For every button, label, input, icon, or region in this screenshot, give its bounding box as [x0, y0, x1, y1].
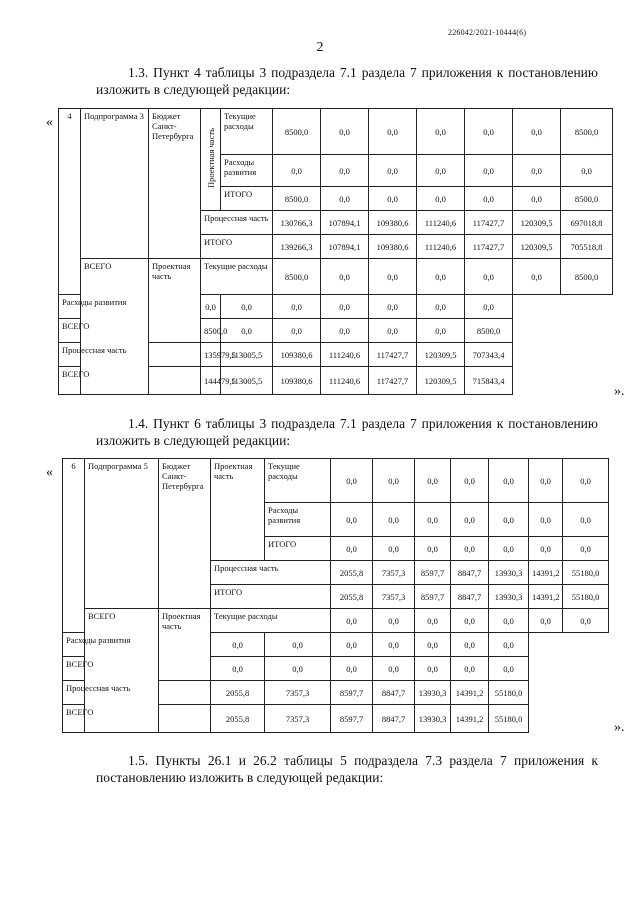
value-cell: 14391,2 [451, 705, 489, 733]
document-number: 226042/2021-10444(6) [448, 28, 527, 37]
project-part-label: Проектная часть [201, 109, 221, 211]
value-cell: 2055,8 [331, 561, 373, 585]
value-cell: 0,0 [373, 537, 415, 561]
value-cell: 0,0 [321, 319, 369, 343]
value-cell: 0,0 [489, 609, 529, 633]
value-cell: 55180,0 [563, 561, 609, 585]
value-cell: 8597,7 [331, 681, 373, 705]
value-cell: 0,0 [221, 295, 273, 319]
value-cell: 14391,2 [529, 561, 563, 585]
value-cell: 705518,8 [561, 235, 613, 259]
value-cell: 0,0 [201, 295, 221, 319]
value-cell: 0,0 [321, 187, 369, 211]
value-cell: 8847,7 [373, 681, 415, 705]
value-cell: 0,0 [417, 319, 465, 343]
value-cell: 135979,5 [201, 343, 221, 367]
value-cell: 8500,0 [561, 109, 613, 155]
value-cell: 697018,8 [561, 211, 613, 235]
value-cell: 113005,5 [221, 343, 273, 367]
budget-name: Бюджет Санкт-Петербурга [149, 109, 201, 259]
value-cell: 14391,2 [451, 681, 489, 705]
value-cell: 130766,3 [273, 211, 321, 235]
value-cell: 8847,7 [373, 705, 415, 733]
value-cell: 13930,3 [415, 681, 451, 705]
row-label: Процессная часть [211, 561, 331, 585]
value-cell: 0,0 [417, 109, 465, 155]
value-cell: 0,0 [415, 537, 451, 561]
table-item-4 [58, 108, 613, 395]
value-cell: 2055,8 [211, 681, 265, 705]
value-cell: 8500,0 [465, 319, 513, 343]
value-cell: 0,0 [451, 459, 489, 503]
value-cell: 7357,3 [373, 585, 415, 609]
value-cell: 13930,3 [489, 585, 529, 609]
value-cell: 0,0 [265, 657, 331, 681]
value-cell: 7357,3 [265, 681, 331, 705]
value-cell: 2055,8 [211, 705, 265, 733]
budget-name: Бюджет Санкт-Петербурга [159, 459, 211, 609]
value-cell: 0,0 [489, 537, 529, 561]
total-label: ВСЕГО [81, 259, 149, 395]
project-part-label: Проектная часть [211, 459, 265, 561]
value-cell: 2055,8 [331, 585, 373, 609]
value-cell: 14391,2 [529, 585, 563, 609]
value-cell: 0,0 [273, 319, 321, 343]
value-cell: 111240,6 [417, 211, 465, 235]
value-cell: 0,0 [273, 155, 321, 187]
value-cell: 113005,5 [221, 367, 273, 395]
value-cell: 109380,6 [369, 211, 417, 235]
value-cell: 0,0 [529, 609, 563, 633]
value-cell: 8500,0 [201, 319, 221, 343]
value-cell: 0,0 [415, 503, 451, 537]
value-cell: 0,0 [417, 295, 465, 319]
value-cell: 0,0 [321, 259, 369, 295]
value-cell: 0,0 [369, 109, 417, 155]
row-label: Расходы развития [221, 155, 273, 187]
value-cell: 13930,3 [489, 561, 529, 585]
value-cell: 0,0 [417, 155, 465, 187]
value-cell: 8847,7 [451, 585, 489, 609]
value-cell: 0,0 [465, 155, 513, 187]
value-cell: 0,0 [373, 609, 415, 633]
value-cell: 0,0 [563, 503, 609, 537]
value-cell: 0,0 [529, 459, 563, 503]
row-label: Текущие расходы [201, 259, 273, 295]
program-name: Подпрограмма 5 [85, 459, 159, 609]
value-cell: 117427,7 [369, 343, 417, 367]
value-cell: 0,0 [489, 657, 529, 681]
total-project-part: Проектная часть [159, 609, 211, 681]
row-number: 6 [63, 459, 85, 633]
value-cell: 8597,7 [331, 705, 373, 733]
row-label: ВСЕГО [63, 657, 159, 681]
value-cell: 0,0 [563, 459, 609, 503]
value-cell: 0,0 [415, 633, 451, 657]
row-label: Расходы развития [265, 503, 331, 537]
value-cell: 120309,5 [417, 367, 465, 395]
row-label: ИТОГО [265, 537, 331, 561]
value-cell: 0,0 [331, 609, 373, 633]
value-cell: 0,0 [373, 459, 415, 503]
quote-open-2: « [46, 465, 53, 480]
row-label: Текущие расходы [265, 459, 331, 503]
value-cell: 0,0 [563, 537, 609, 561]
page-number: 2 [316, 40, 324, 55]
row-label: Расходы развития [59, 295, 149, 319]
value-cell: 55180,0 [563, 585, 609, 609]
value-cell: 0,0 [529, 537, 563, 561]
value-cell: 117427,7 [465, 235, 513, 259]
value-cell: 7357,3 [373, 561, 415, 585]
value-cell: 109380,6 [369, 235, 417, 259]
value-cell: 0,0 [465, 187, 513, 211]
value-cell: 0,0 [513, 259, 561, 295]
value-cell: 0,0 [415, 459, 451, 503]
value-cell: 0,0 [369, 187, 417, 211]
value-cell: 0,0 [373, 633, 415, 657]
row-label: Процессная часть [59, 343, 201, 367]
quote-close-1: ». [614, 384, 625, 399]
value-cell: 0,0 [415, 657, 451, 681]
row-label: Текущие расходы [221, 109, 273, 155]
value-cell: 0,0 [451, 537, 489, 561]
value-cell: 0,0 [451, 657, 489, 681]
value-cell: 0,0 [221, 319, 273, 343]
value-cell: 8597,7 [415, 585, 451, 609]
value-cell: 0,0 [331, 459, 373, 503]
value-cell: 0,0 [417, 187, 465, 211]
paragraph-1-3: 1.3. Пункт 4 таблицы 3 подраздела 7.1 раздела 7 приложения к постановлению изложить в следующей редакции: [96, 65, 598, 97]
value-cell: 107894,1 [321, 211, 369, 235]
value-cell: 0,0 [513, 109, 561, 155]
value-cell: 0,0 [417, 259, 465, 295]
paragraph-1-5: 1.5. Пункты 26.1 и 26.2 таблицы 5 подраздела 7.3 раздела 7 приложения к постановлению изложить в следующей редакции: [96, 753, 598, 785]
value-cell: 8500,0 [561, 187, 613, 211]
value-cell: 0,0 [369, 259, 417, 295]
paragraph-1-4: 1.4. Пункт 6 таблицы 3 подраздела 7.1 раздела 7 приложения к постановлению изложить в следующей редакции: [96, 416, 598, 448]
value-cell: 0,0 [373, 657, 415, 681]
value-cell: 0,0 [561, 155, 613, 187]
value-cell: 8847,7 [451, 561, 489, 585]
value-cell: 0,0 [465, 109, 513, 155]
value-cell: 0,0 [489, 503, 529, 537]
value-cell: 0,0 [211, 633, 265, 657]
value-cell: 144479,5 [201, 367, 221, 395]
value-cell: 107894,1 [321, 235, 369, 259]
value-cell: 0,0 [451, 633, 489, 657]
row-label: ВСЕГО [63, 705, 211, 733]
value-cell: 55180,0 [489, 705, 529, 733]
value-cell: 0,0 [321, 295, 369, 319]
value-cell: 0,0 [321, 155, 369, 187]
value-cell: 0,0 [489, 633, 529, 657]
value-cell: 0,0 [451, 503, 489, 537]
value-cell: 0,0 [415, 609, 451, 633]
value-cell: 0,0 [529, 503, 563, 537]
value-cell: 8500,0 [273, 187, 321, 211]
value-cell: 120309,5 [513, 235, 561, 259]
value-cell: 0,0 [513, 187, 561, 211]
value-cell: 7357,3 [265, 705, 331, 733]
value-cell: 111240,6 [321, 367, 369, 395]
row-label: ИТОГО [201, 235, 273, 259]
program-name: Подпрограмма 3 [81, 109, 149, 259]
value-cell: 0,0 [331, 633, 373, 657]
row-label: ИТОГО [211, 585, 331, 609]
row-label: Расходы развития [63, 633, 159, 657]
value-cell: 109380,6 [273, 367, 321, 395]
value-cell: 0,0 [563, 609, 609, 633]
value-cell: 0,0 [369, 155, 417, 187]
row-label: Процессная часть [63, 681, 211, 705]
value-cell: 0,0 [373, 503, 415, 537]
value-cell: 0,0 [369, 319, 417, 343]
value-cell: 0,0 [451, 609, 489, 633]
value-cell: 0,0 [331, 537, 373, 561]
value-cell: 0,0 [489, 459, 529, 503]
value-cell: 117427,7 [465, 211, 513, 235]
value-cell: 109380,6 [273, 343, 321, 367]
value-cell: 55180,0 [489, 681, 529, 705]
value-cell: 715843,4 [465, 367, 513, 395]
value-cell: 120309,5 [417, 343, 465, 367]
value-cell: 0,0 [465, 259, 513, 295]
value-cell: 8597,7 [415, 561, 451, 585]
total-project-part: Проектная часть [149, 259, 201, 343]
row-label: Текущие расходы [211, 609, 331, 633]
quote-open-1: « [46, 115, 53, 130]
value-cell: 8500,0 [273, 109, 321, 155]
row-label: Процессная часть [201, 211, 273, 235]
value-cell: 0,0 [513, 155, 561, 187]
row-label: ВСЕГО [59, 367, 201, 395]
value-cell: 0,0 [369, 295, 417, 319]
value-cell: 111240,6 [417, 235, 465, 259]
value-cell: 13930,3 [415, 705, 451, 733]
value-cell: 139266,3 [273, 235, 321, 259]
row-number: 4 [59, 109, 81, 295]
table-item-6 [62, 458, 609, 733]
value-cell: 0,0 [265, 633, 331, 657]
quote-close-2: ». [614, 720, 625, 735]
value-cell: 707343,4 [465, 343, 513, 367]
value-cell: 8500,0 [273, 259, 321, 295]
value-cell: 0,0 [331, 503, 373, 537]
value-cell: 111240,6 [321, 343, 369, 367]
row-label: ВСЕГО [59, 319, 149, 343]
value-cell: 120309,5 [513, 211, 561, 235]
value-cell: 0,0 [211, 657, 265, 681]
value-cell: 8500,0 [561, 259, 613, 295]
value-cell: 117427,7 [369, 367, 417, 395]
value-cell: 0,0 [273, 295, 321, 319]
row-label: ИТОГО [221, 187, 273, 211]
value-cell: 0,0 [321, 109, 369, 155]
value-cell: 0,0 [465, 295, 513, 319]
value-cell: 0,0 [331, 657, 373, 681]
total-label: ВСЕГО [85, 609, 159, 733]
